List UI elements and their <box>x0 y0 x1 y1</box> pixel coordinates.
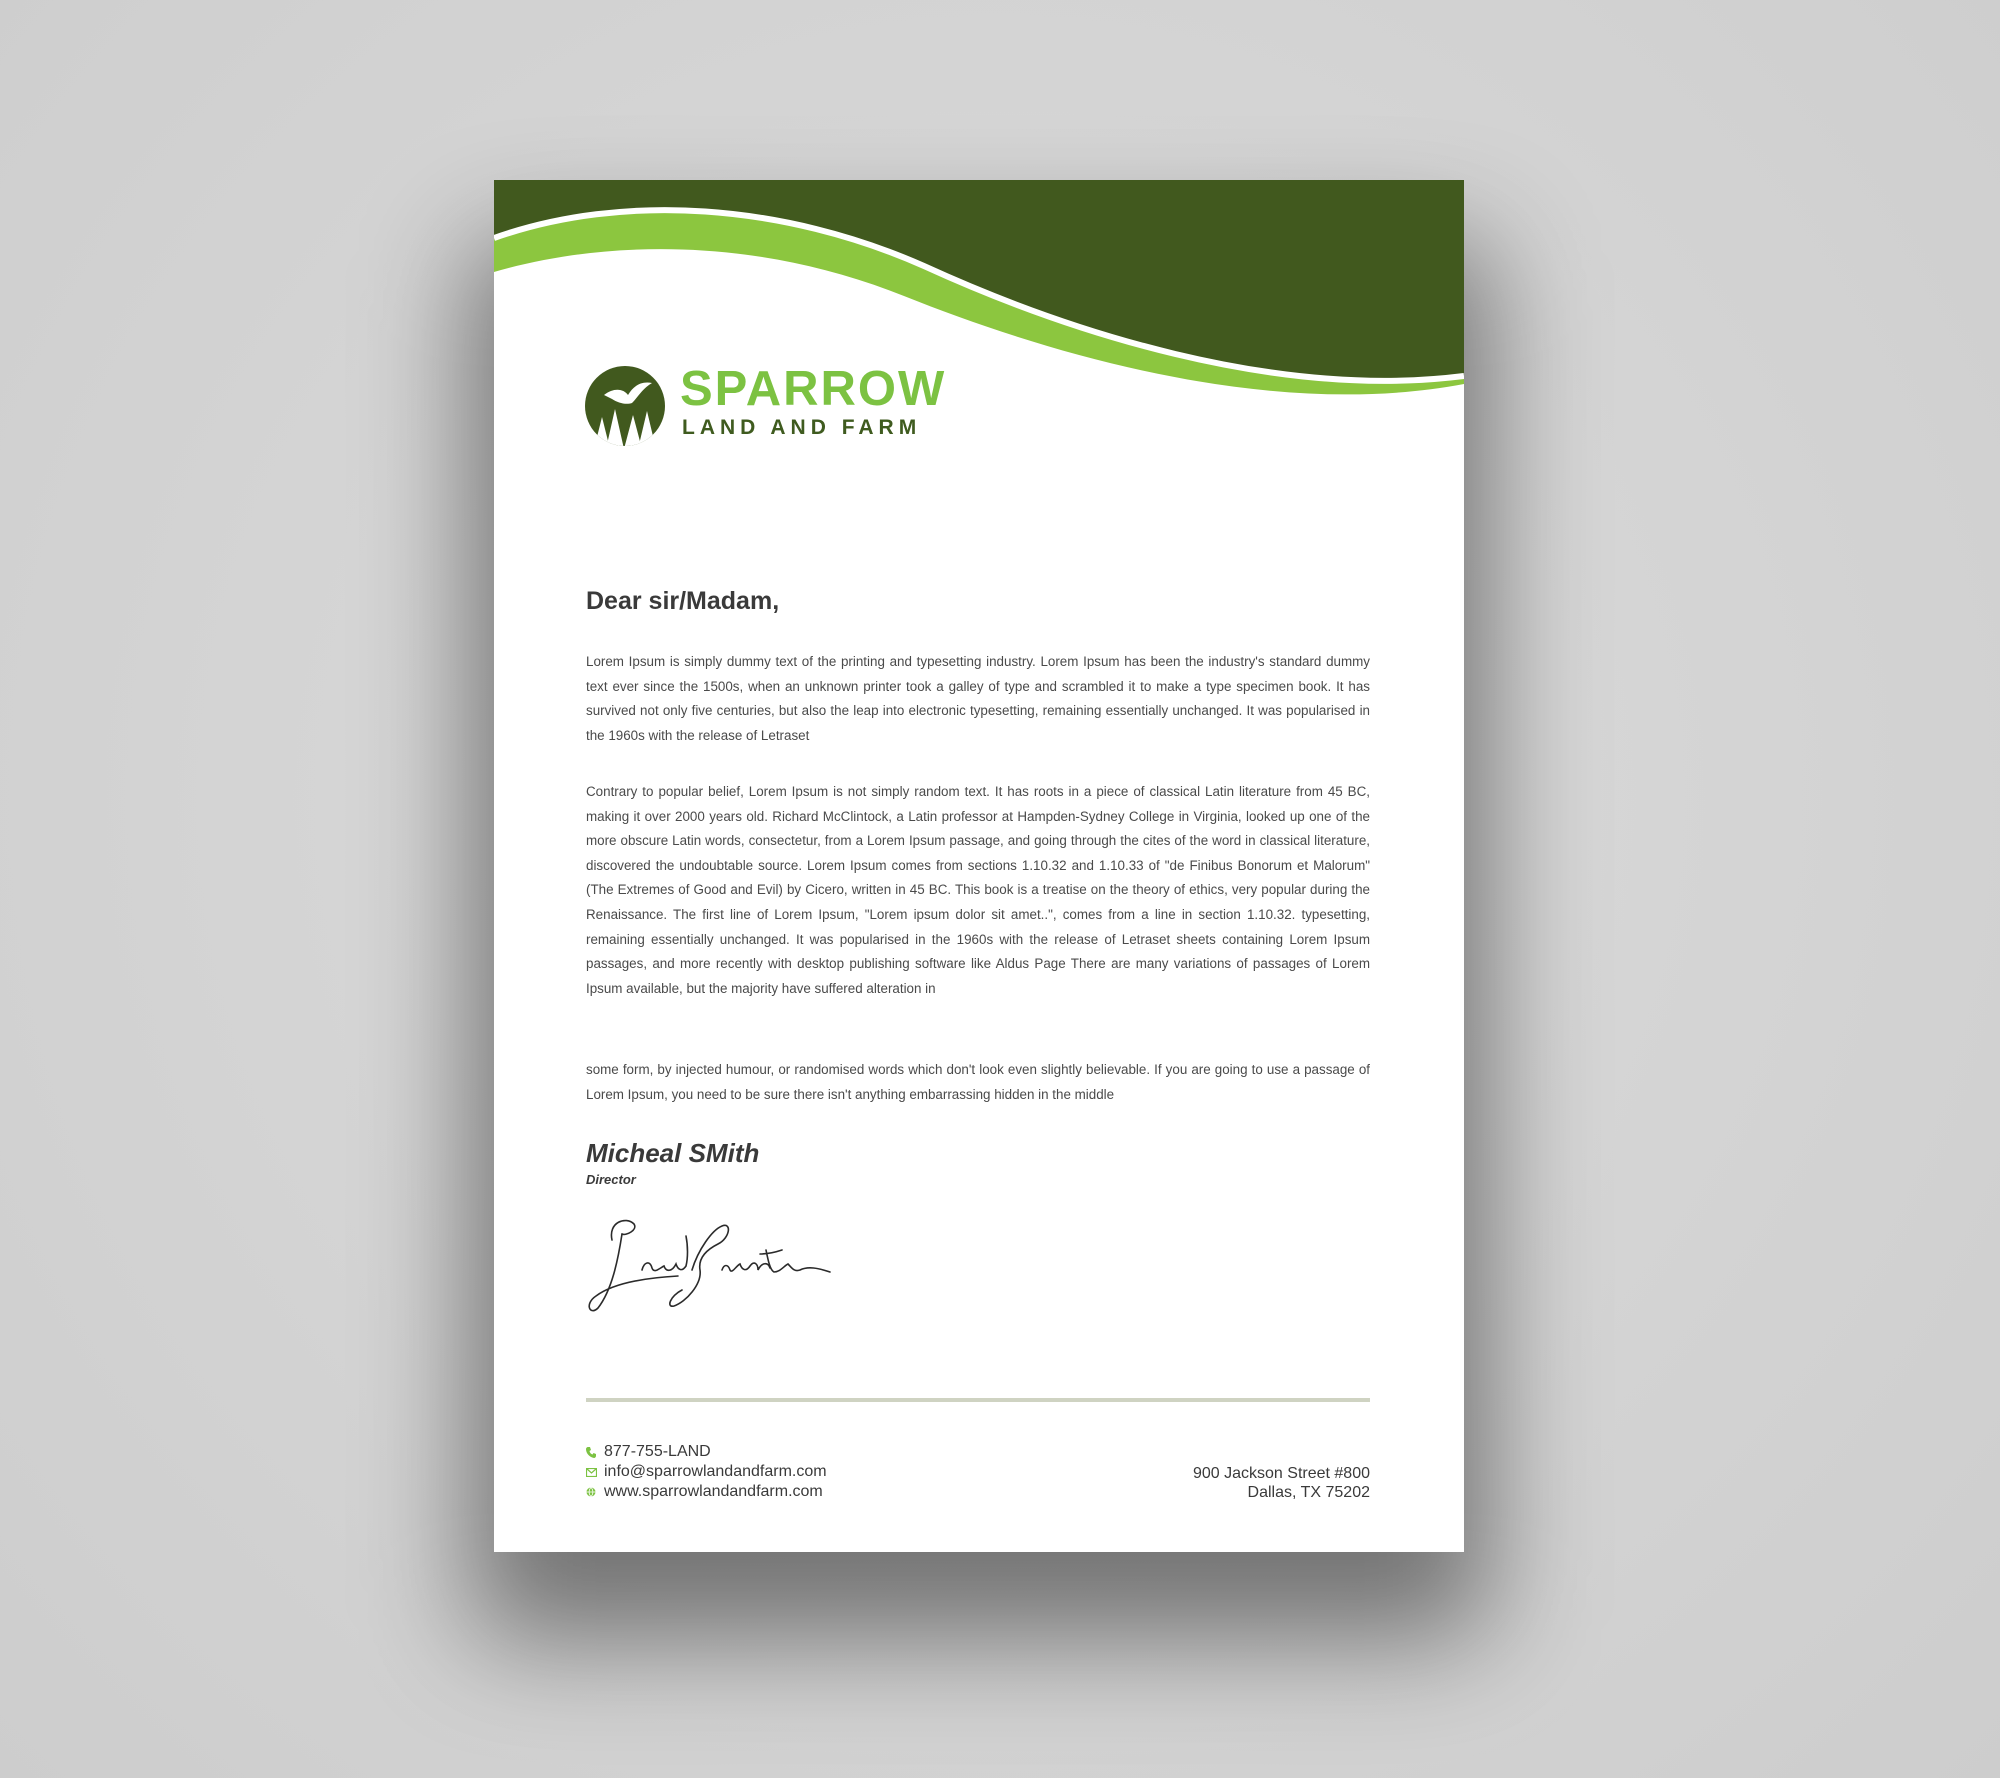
brand-logo <box>584 362 1024 455</box>
email-icon <box>586 1468 604 1477</box>
brand-tagline: LAND AND FARM <box>682 416 922 439</box>
address-line-1: 900 Jackson Street #800 <box>1192 1465 1370 1482</box>
letterhead-page <box>494 180 1464 1552</box>
phone-icon <box>586 1446 604 1458</box>
globe-icon <box>586 1487 604 1497</box>
address-line-2: Dallas, TX 75202 <box>1247 1484 1370 1501</box>
brand-name: SPARROW <box>680 362 947 416</box>
body-paragraph-2: Contrary to popular belief, Lorem Ipsum is not simply random text. It has roots in a piece of classical Latin literature from 45 BC, making it over 2000 years old. Richard McClintock, a Latin professor at Hampden-Sydney College in Virginia, looked up one of the more obscure Latin words, consectetur, from a Lorem Ipsum passage, and going through the cites of the word in classical literature, discovered the undoubtable source. Lorem Ipsum comes from sections 1.10.32 and 1.10.33 of "de Finibus Bonorum et Malorum" (The Extremes of Good and Evil) by Cicero, written in 45 BC. This book is a treatise on the theory of ethics, very popular during the Renaissance. The first line of Lorem Ipsum, "Lorem ipsum dolor sit amet..", comes from a line in section 1.10.32. typesetting, remaining essentially unchanged. It was popularised in the 1960s with the release of Letraset sheets containing Lorem Ipsum passages, and more recently with desktop publishing software like Aldus Page There are many variations of passages of Lorem Ipsum available, but the majority have suffered alteration in <box>586 784 1370 996</box>
handwritten-signature <box>582 1210 842 1320</box>
phone-number: 877-755-LAND <box>604 1443 711 1460</box>
contact-email <box>586 1462 827 1482</box>
sparrow-over-pine-trees-icon <box>584 365 666 447</box>
postal-address <box>1193 1464 1370 1502</box>
contact-phone <box>586 1442 827 1462</box>
signer-name: Micheal SMith <box>586 1138 760 1168</box>
contact-info <box>586 1442 827 1502</box>
signer-title: Director <box>586 1172 636 1187</box>
body-paragraph-3: some form, by injected humour, or randomised words which don't look even slightly believable. If you are going to use a passage of Lorem Ipsum, you need to be sure there isn't anything embarrassing hidden in the middle <box>586 1062 1370 1102</box>
website-url[interactable]: www.sparrowlandandfarm.com <box>604 1483 823 1500</box>
contact-website <box>586 1482 827 1502</box>
body-paragraph-1: Lorem Ipsum is simply dummy text of the printing and typesetting industry. Lorem Ipsum has been the industry's standard dummy text ever since the 1500s, when an unknown printer took a galley of type and scrambled it to make a type specimen book. It has survived not only five centuries, but also the leap into electronic typesetting, remaining essentially unchanged. It was popularised in the 1960s with the release of Letraset <box>586 654 1370 743</box>
greeting: Dear sir/Madam, <box>586 587 780 615</box>
footer-divider <box>586 1398 1370 1402</box>
email-address[interactable]: info@sparrowlandandfarm.com <box>604 1463 827 1480</box>
